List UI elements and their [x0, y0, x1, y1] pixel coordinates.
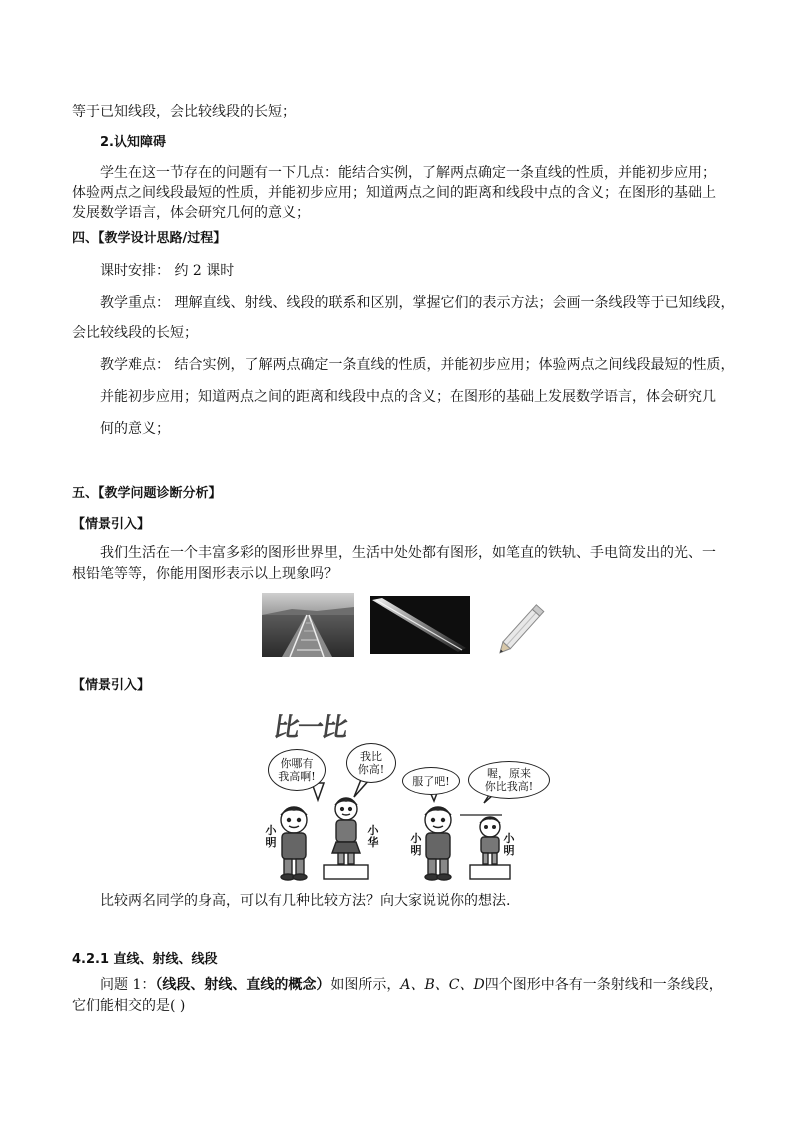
text-line: 体验两点之间线段最短的性质，并能初步应用；知道两点之间的距离和线段中点的含义；在图形的基础上: [72, 185, 716, 201]
text-line: 课时安排： 约 2 课时: [100, 263, 235, 279]
speech-bubble: 服了吧!: [402, 767, 460, 795]
question-label: 问题 1：: [100, 977, 156, 993]
question-text: 如图所示，: [330, 977, 401, 993]
heading-diagnosis: 五、【教学问题诊断分析】: [72, 486, 222, 501]
text-line: 比较两名同学的身高，可以有几种比较方法？向大家说说你的想法.: [100, 893, 511, 909]
text-line: 我们生活在一个丰富多彩的图形世界里，生活中处处都有图形，如笔直的铁轨、手电筒发出的光、一: [100, 545, 716, 561]
speech-bubble: 你哪有 我高啊!: [268, 749, 326, 791]
heading-scene-intro: 【情景引入】: [72, 517, 151, 532]
question-text: 四个图形中各有一条射线和一条线段，: [484, 977, 723, 993]
name-label: 小 华: [367, 824, 379, 849]
cartoon-title: 比一比: [271, 713, 348, 743]
name-label: 小 明: [503, 832, 515, 857]
text-line: 会比较线段的长短；: [72, 325, 198, 341]
heading-design: 四、【教学设计思路/过程】: [72, 231, 227, 246]
railway-image: [262, 593, 354, 657]
text-line: 并能初步应用；知道两点之间的距离和线段中点的含义；在图形的基础上发展数学语言，体会研究几: [100, 389, 716, 405]
question-variables: A、B、C、D: [400, 977, 485, 993]
text-line: 根铅笔等等，你能用图形表示以上现象吗？: [72, 566, 338, 582]
text-line: 发展数学语言，体会研究几何的意义；: [72, 205, 310, 221]
pencil-image: [488, 594, 560, 658]
text-line: 学生在这一节存在的问题有一下几点：能结合实例，了解两点确定一条直线的性质，并能初步应用；: [100, 165, 716, 181]
text-line: 等于已知线段，会比较线段的长短；: [72, 104, 296, 120]
section-heading: 4.2.1 直线、射线、线段: [72, 952, 218, 967]
name-label: 小 明: [410, 832, 422, 857]
height-comparison-cartoon: [262, 705, 552, 885]
text-line: 教学难点： 结合实例，了解两点确定一条直线的性质，并能初步应用；体验两点之间线段最短的性质，: [100, 357, 735, 373]
light-beam-image: [370, 596, 470, 654]
question-topic: （线段、射线、直线的概念）: [155, 977, 331, 993]
speech-bubble: 喔，原来 你比我高!: [468, 761, 550, 799]
text-line: 教学重点： 理解直线、射线、线段的联系和区别，掌握它们的表示方法；会画一条线段等于已知线段，: [100, 295, 735, 311]
name-label: 小 明: [265, 824, 277, 849]
text-line: 何的意义；: [100, 421, 170, 437]
text-line: 它们能相交的是( ): [72, 998, 186, 1014]
heading-scene-intro-2: 【情景引入】: [72, 678, 151, 693]
speech-bubble: 我比 你高!: [346, 743, 396, 783]
heading-cognitive-obstacles: 2.认知障碍: [100, 135, 166, 150]
question-1: [100, 975, 730, 995]
